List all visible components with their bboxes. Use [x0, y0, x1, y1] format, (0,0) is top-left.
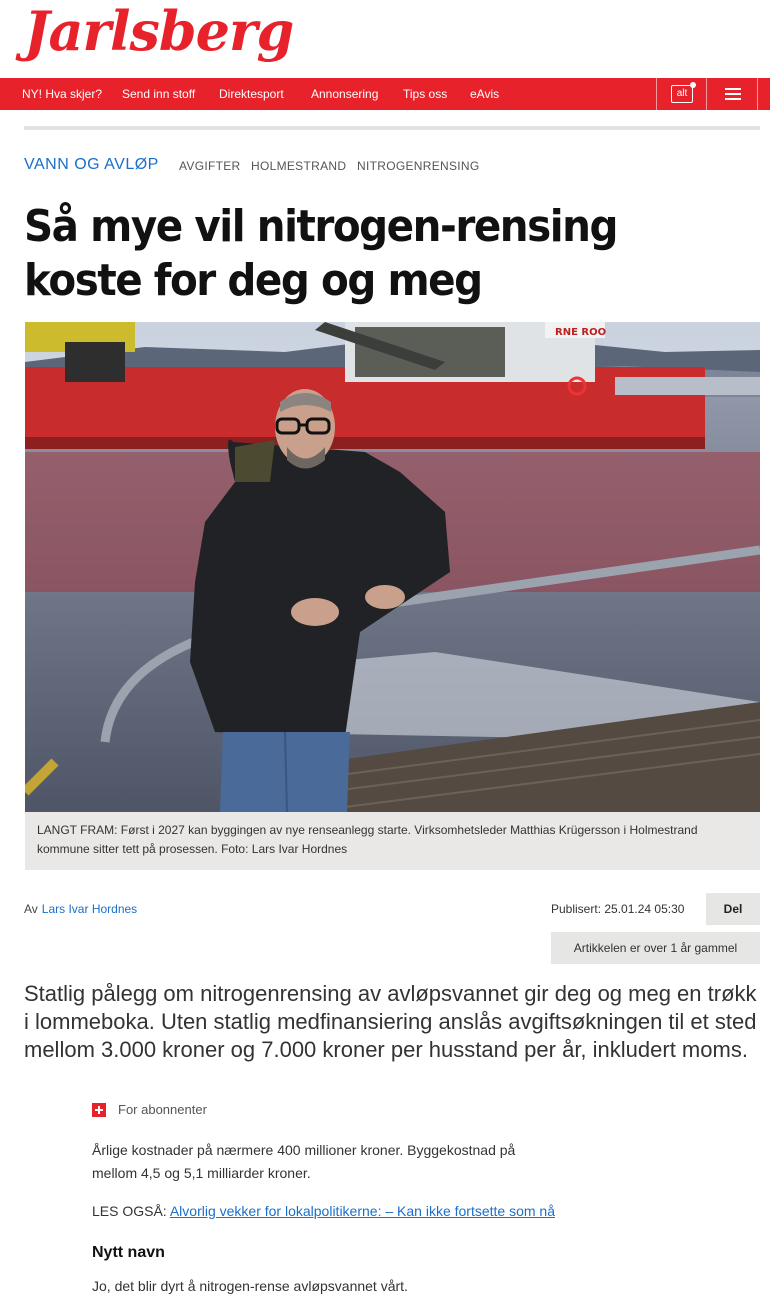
article-lead: Statlig pålegg om nitrogenrensing av avløpsvannet gir deg og meg en trøkk i lommeboka. Uten statlig medfinansiering anslås avgiftsøkningen til et sted mellom 3.000 kroner og 7.000 kroner per husstand per år, inkludert moms. — [24, 981, 757, 1062]
byline-prefix: Av — [24, 902, 38, 916]
read-also — [92, 1203, 555, 1219]
headline-line-2: koste for deg og meg — [24, 255, 482, 306]
author-link[interactable]: Lars Ivar Hordnes — [41, 902, 138, 916]
share-button[interactable]: Del — [706, 893, 760, 925]
alt-button[interactable] — [656, 78, 706, 110]
nav-item-ny-hva-skjer[interactable]: NY! Hva skjer? — [22, 87, 103, 101]
nav-item-direktesport[interactable]: Direktesport — [219, 87, 284, 101]
nav-item-eavis[interactable]: eAvis — [470, 87, 500, 101]
alt-icon: alt — [671, 85, 693, 103]
tag-holmestrand[interactable]: HOLMESTRAND — [251, 159, 347, 173]
nav-item-annonsering[interactable]: Annonsering — [311, 87, 379, 101]
nav-item-tips-oss[interactable]: Tips oss — [403, 87, 448, 101]
article-subheading: Nytt navn — [92, 1244, 165, 1261]
tag-nitrogenrensing[interactable]: NITROGENRENSING — [357, 159, 480, 173]
headline-line-1: Så mye vil nitrogen-rensing — [24, 201, 618, 252]
hamburger-menu-icon — [725, 88, 741, 100]
article-photo[interactable] — [25, 322, 760, 812]
read-also-link[interactable]: Alvorlig vekker for lokalpolitikerne: – Kan ikke fortsette som nå — [169, 1203, 555, 1219]
nav-item-send-inn-stoff[interactable]: Send inn stoff — [122, 87, 196, 101]
divider — [24, 126, 760, 130]
read-also-prefix: LES OGSÅ: — [92, 1203, 167, 1219]
plus-icon — [92, 1103, 106, 1117]
publish-date: Publisert: 25.01.24 05:30 — [551, 902, 685, 916]
article-age-notice: Artikkelen er over 1 år gammel — [551, 932, 760, 964]
menu-button[interactable] — [706, 78, 758, 110]
byline — [24, 902, 137, 916]
subscriber-label: For abonnenter — [118, 1102, 207, 1117]
tag-vann-og-avlop[interactable]: VANN OG AVLØP — [24, 156, 159, 173]
article-paragraph: Årlige kostnader på nærmere 400 millioner kroner. Byggekostnad på mellom 4,5 og 5,1 milliarder kroner. — [92, 1142, 516, 1181]
tag-avgifter[interactable]: AVGIFTER — [179, 159, 241, 173]
site-logo-text: Jarlsberg — [24, 0, 294, 63]
site-logo[interactable] — [24, 0, 294, 78]
main-navigation — [0, 78, 770, 110]
article-headline — [24, 200, 686, 308]
boat-sign-text: RNE ROO — [555, 327, 607, 338]
photo-caption: LANGT FRAM: Først i 2027 kan byggingen av nye renseanlegg starte. Virksomhetsleder Matthias Krügersson i Holmestrand kommune sitter tett på prosessen. Foto: Lars Ivar Hordnes — [25, 812, 760, 870]
article-paragraph: Jo, det blir dyrt å nitrogen-rense avløpsvannet vårt. — [92, 1278, 408, 1294]
